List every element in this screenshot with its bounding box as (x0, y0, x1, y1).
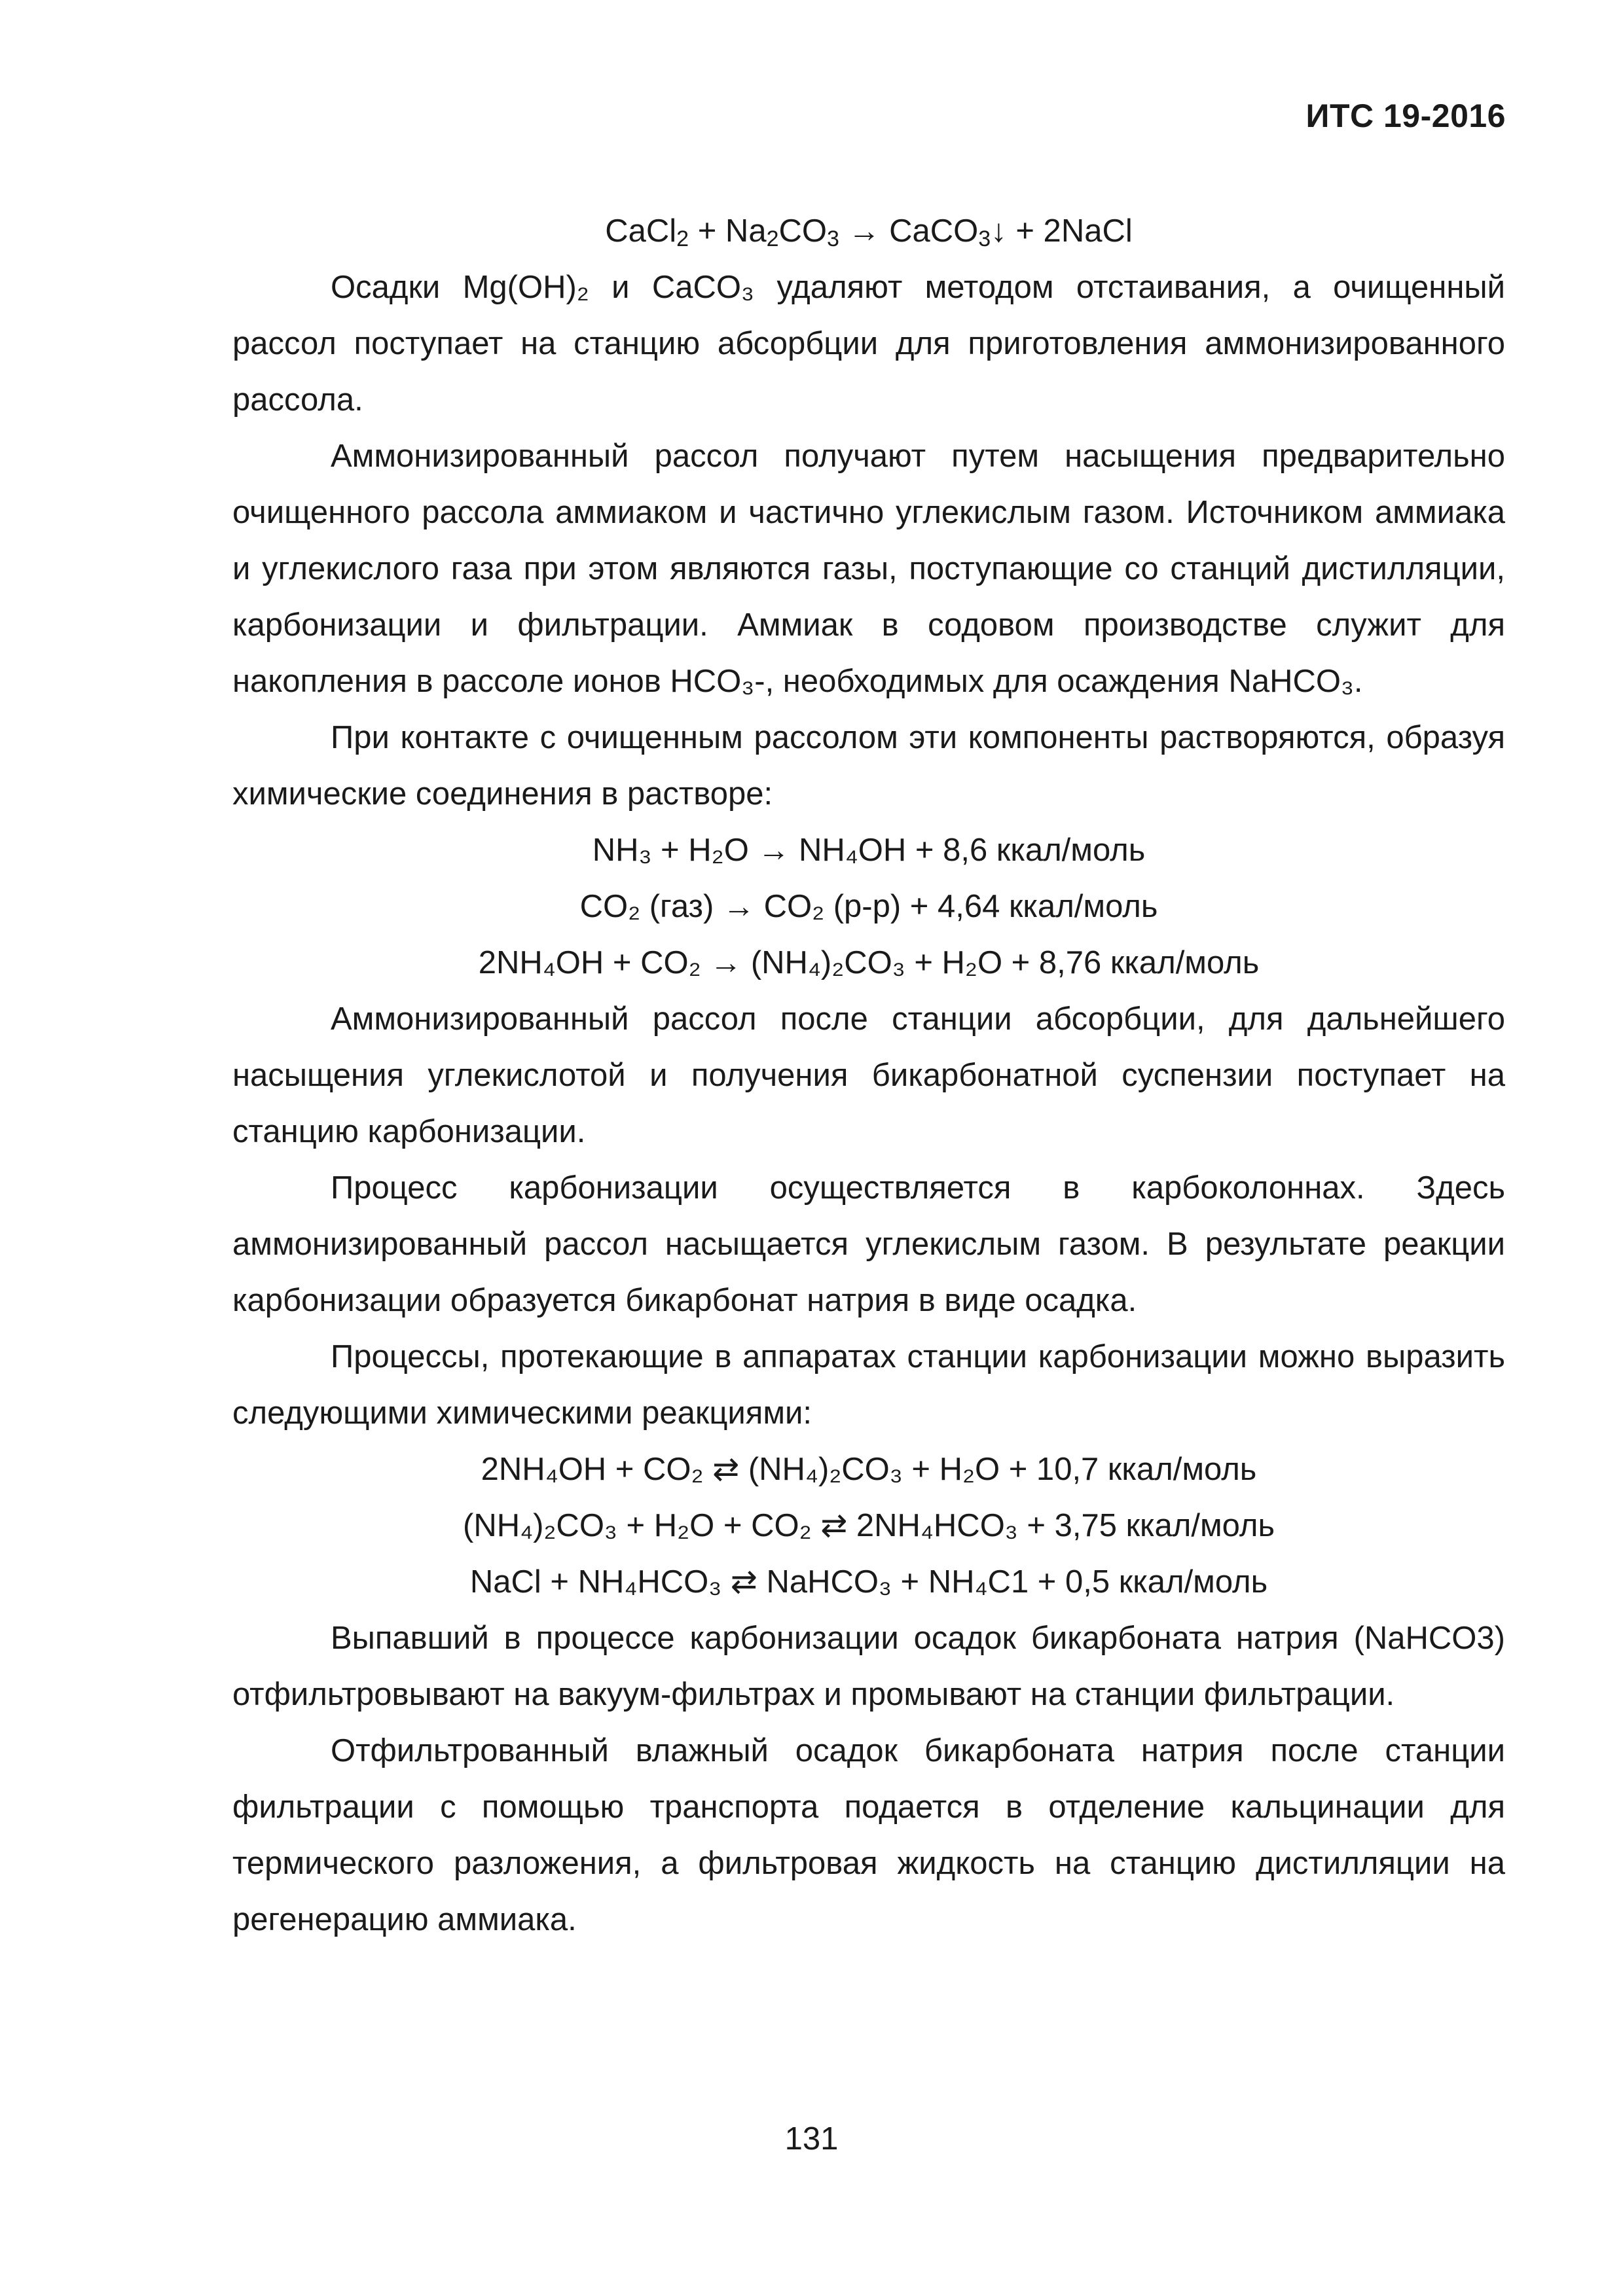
equation-cacl2-na2co3: CaCl$_2$ + $Na_2CO_3$ → CaCO$_3$↓ + 2NaCl (605, 213, 1133, 251)
document-body (232, 203, 1505, 1948)
equation-co2-dissolution: CO₂ (газ) → CO₂ (р-р) + 4,64 ккал/моль (579, 889, 1158, 924)
paragraph-contact-brine: При контакте с очищенным рассолом эти компоненты растворяются, образуя химические соединения в растворе: (232, 720, 1505, 812)
paragraph-sediment-removal: Осадки Mg(OH)₂ и CaCO₃ удаляют методом отстаивания, а очищенный рассол поступает на станцию абсорбции для приготовления аммонизированного рассола. (232, 270, 1505, 418)
paragraph-ammoniated-brine: Аммонизированный рассол получают путем насыщения предварительно очищенного рассола аммиаком и частично углекислым газом. Источником аммиака и углекислого газа при этом являются газы, поступающие со станций дистилляции, карбонизации и фильтрации. Аммиак в содовом производстве служит для накопления в рассоле ионов HCO₃-, необходимых для осаждения NaHCO₃. (232, 439, 1505, 699)
paragraph-after-absorption: Аммонизированный рассол после станции абсорбции, для дальнейшего насыщения углекислотой и получения бикарбонатной суспензии поступает на станцию карбонизации. (232, 1001, 1505, 1149)
paragraph-carbonization-process: Процесс карбонизации осуществляется в карбоколоннах. Здесь аммонизированный рассол насыщается углекислым газом. В результате реакции карбонизации образуется бикарбонат натрия в виде осадка. (232, 1170, 1505, 1318)
equation-carbonization-2: (NH₄)₂CO₃ + H₂O + CO₂ ⇄ 2NH₄HCO₃ + 3,75 ккал/моль (463, 1508, 1275, 1543)
equation-carbonization-3: NaCl + NH₄HCO₃ ⇄ NaHCO₃ + NH₄C1 + 0,5 ккал/моль (469, 1564, 1268, 1600)
equation-nh4oh-co2: 2NH₄OH + CO₂ → (NH₄)₂CO₃ + H₂O + 8,76 ккал/моль (478, 945, 1260, 980)
equation-nh3-h2o: NH₃ + H₂O → NH₄OH + 8,6 ккал/моль (592, 833, 1146, 868)
paragraph-filtration: Выпавший в процессе карбонизации осадок бикарбоната натрия (NaHCO3) отфильтровывают на вакуум-фильтрах и промывают на станции фильтрации. (232, 1621, 1505, 1712)
document-code-header: ИТС 19-2016 (1305, 98, 1506, 134)
page-number: 131 (784, 2121, 839, 2157)
paragraph-carbonization-reactions: Процессы, протекающие в аппаратах станции карбонизации можно выразить следующими химическими реакциями: (232, 1339, 1505, 1431)
paragraph-calcination: Отфильтрованный влажный осадок бикарбоната натрия после станции фильтрации с помощью транспорта подается в отделение кальцинации для термического разложения, а фильтровая жидкость на станцию дистилляции на регенерацию аммиака. (232, 1733, 1505, 1937)
equation-carbonization-1: 2NH₄OH + CO₂ ⇄ (NH₄)₂CO₃ + H₂O + 10,7 ккал/моль (481, 1452, 1257, 1487)
